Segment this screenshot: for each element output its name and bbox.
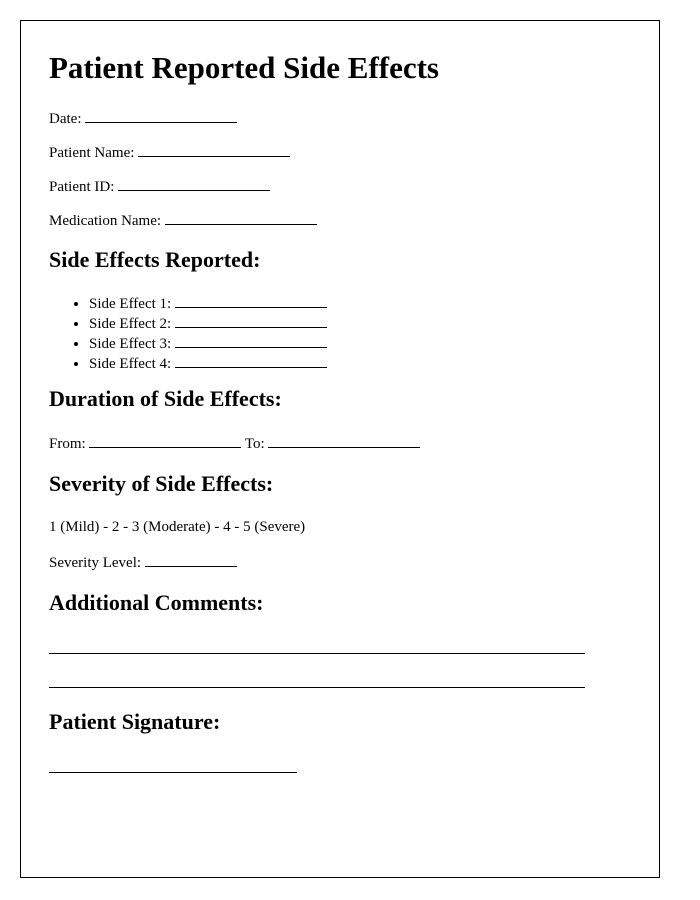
medication-name-row: [49, 210, 317, 230]
to-label: To:: [244, 436, 265, 452]
duration-row: [49, 433, 420, 453]
side-effect-3-field[interactable]: [175, 333, 327, 348]
side-effect-label: Side Effect 3:: [89, 336, 172, 352]
form-page: [20, 20, 660, 878]
side-effect-label: Side Effect 1:: [89, 296, 172, 312]
side-effect-label: Side Effect 4:: [89, 356, 172, 372]
date-field[interactable]: [85, 108, 237, 123]
comments-heading: Additional Comments:: [49, 590, 264, 615]
severity-heading: Severity of Side Effects:: [49, 471, 274, 496]
list-item: [89, 313, 327, 333]
patient-name-row: [49, 142, 290, 162]
date-label: Date:: [49, 111, 82, 127]
patient-name-field[interactable]: [138, 142, 290, 157]
medication-name-label: Medication Name:: [49, 213, 162, 229]
patient-id-row: [49, 176, 270, 196]
severity-scale: 1 (Mild) - 2 - 3 (Moderate) - 4 - 5 (Severe): [49, 519, 306, 535]
comments-line-1[interactable]: [49, 653, 585, 654]
list-item: [89, 333, 327, 353]
side-effects-heading: Side Effects Reported:: [49, 247, 261, 272]
patient-id-field[interactable]: [118, 176, 270, 191]
signature-line[interactable]: [49, 772, 297, 773]
from-date-field[interactable]: [89, 433, 241, 448]
list-item: [89, 353, 327, 373]
severity-level-row: [49, 552, 237, 572]
list-item: [89, 293, 327, 313]
side-effect-label: Side Effect 2:: [89, 316, 172, 332]
side-effect-1-field[interactable]: [175, 293, 327, 308]
to-date-field[interactable]: [268, 433, 420, 448]
medication-name-field[interactable]: [165, 210, 317, 225]
date-row: [49, 108, 237, 128]
side-effects-list: [69, 293, 327, 373]
from-label: From:: [49, 436, 86, 452]
patient-id-label: Patient ID:: [49, 179, 115, 195]
comments-line-2[interactable]: [49, 687, 585, 688]
severity-level-label: Severity Level:: [49, 555, 142, 571]
side-effect-4-field[interactable]: [175, 353, 327, 368]
severity-level-field[interactable]: [145, 552, 237, 567]
duration-heading: Duration of Side Effects:: [49, 386, 282, 411]
page-title: Patient Reported Side Effects: [49, 50, 439, 85]
patient-name-label: Patient Name:: [49, 145, 135, 161]
side-effect-2-field[interactable]: [175, 313, 327, 328]
signature-heading: Patient Signature:: [49, 709, 221, 734]
